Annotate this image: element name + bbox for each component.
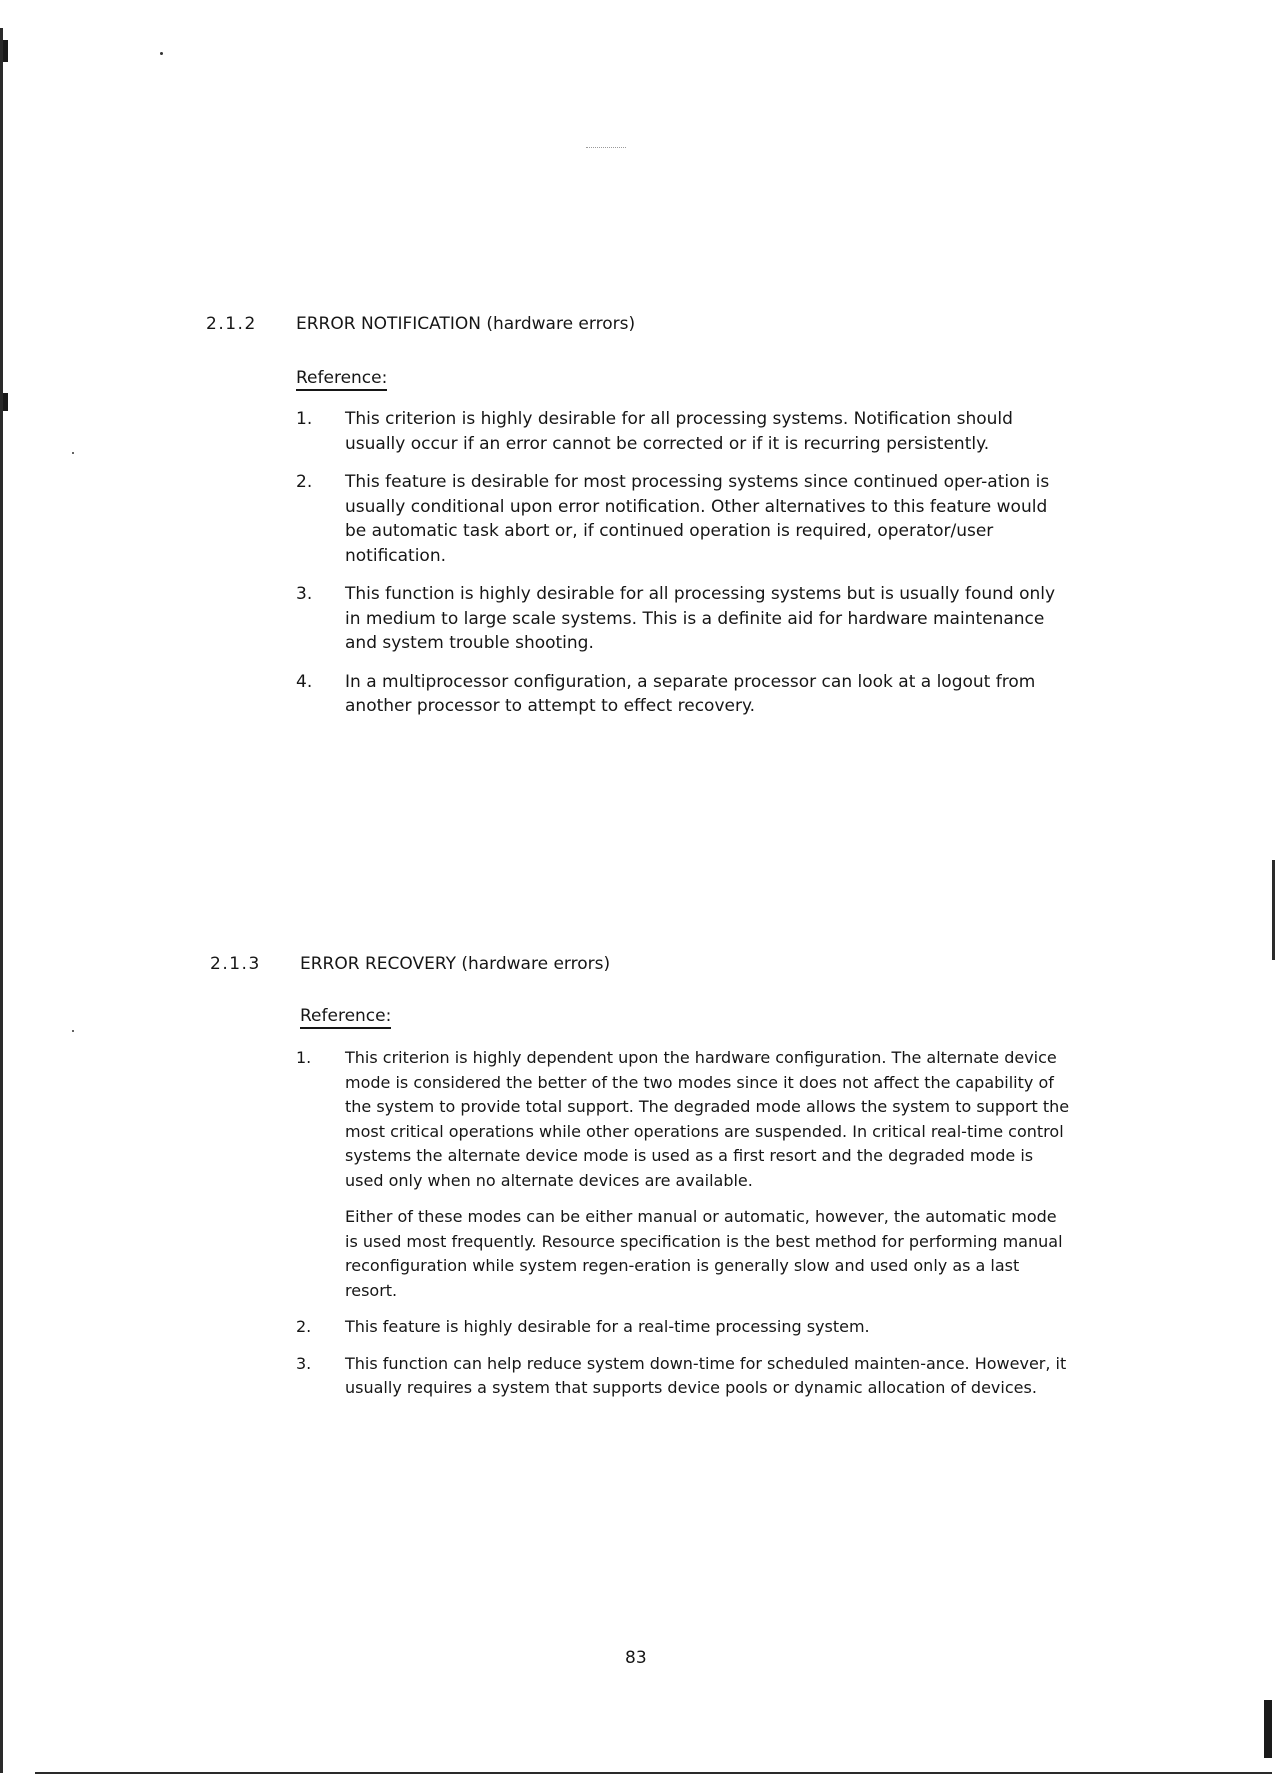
scan-speck <box>72 452 74 454</box>
reference-list-2-1-3 <box>296 1046 1072 1413</box>
item-text: This criterion is highly dependent upon the hardware configuration. The alternate device mode is considered the better of the two modes since it does not affect the capability of the system to provide total support. The degraded mode allows the system to support the most critical operations while other operations are suspended. In critical real-time control systems the alternate device mode is used as a first resort and the degraded mode is used only when no alternate devices are available. <box>345 1048 1070 1190</box>
scan-edge-mark <box>3 393 8 411</box>
list-item <box>296 582 1072 656</box>
item-text: This function can help reduce system down-time for scheduled mainten-ance. However, it usually requires a system that supports device pools or dynamic allocation of devices. <box>345 1353 1067 1397</box>
item-text: In a multiprocessor configuration, a separate processor can look at a logout from another processor to attempt to effect recovery. <box>345 671 1036 716</box>
section-title: ERROR NOTIFICATION (hardware errors) <box>296 314 636 334</box>
section-number: 2.1.2 <box>206 314 257 334</box>
item-number: 2. <box>296 1317 312 1336</box>
list-item <box>296 1315 1072 1340</box>
section-number: 2.1.3 <box>210 954 261 974</box>
item-number: 4. <box>296 671 313 692</box>
section-heading-2-1-3 <box>210 954 610 974</box>
list-item <box>296 470 1072 568</box>
list-item <box>296 670 1072 719</box>
item-number: 1. <box>296 1048 312 1067</box>
scan-edge-mark <box>3 40 8 62</box>
scan-edge-left <box>0 28 3 1773</box>
scan-faint-dots <box>586 147 626 150</box>
item-number: 3. <box>296 1353 312 1373</box>
item-number: 2. <box>296 472 313 492</box>
reference-label: Reference: <box>296 368 387 391</box>
list-item <box>296 1046 1072 1303</box>
item-text-continued: Either of these modes can be either manual or automatic, however, the automatic mode is used most frequently. Resource specification is the best method for performing manual reconfiguration while system regen-eration is generally slow and used only as a last resort. <box>345 1207 1063 1300</box>
item-text: This feature is highly desirable for a real-time processing system. <box>345 1317 870 1336</box>
reference-label: Reference: <box>300 1006 391 1029</box>
item-text: This function is highly desirable for all processing systems but is usually found only in medium to large scale systems. This is a definite aid for hardware maintenance and system trouble shooting. <box>345 584 1056 653</box>
reference-list-2-1-2 <box>296 407 1072 733</box>
page-number: 83 <box>625 1648 647 1668</box>
scan-bottom-rule <box>35 1772 1272 1774</box>
scan-speck <box>160 52 163 55</box>
scan-speck <box>72 1030 74 1032</box>
item-text: This criterion is highly desirable for all processing systems. Notification should usually occur if an error cannot be corrected or if it is recurring persistently. <box>345 409 1013 454</box>
list-item <box>296 407 1072 456</box>
section-heading-2-1-2 <box>206 314 635 334</box>
item-number: 1. <box>296 409 313 429</box>
item-text: This feature is desirable for most processing systems since continued oper-ation is usually conditional upon error notification. Other alternatives to this feature would be automatic task abort or, if continued operation is required, operator/user notification. <box>345 472 1050 566</box>
item-number: 3. <box>296 584 313 604</box>
scan-edge-right-low <box>1264 1700 1272 1758</box>
list-item <box>296 1352 1072 1401</box>
section-title: ERROR RECOVERY (hardware errors) <box>300 954 611 974</box>
